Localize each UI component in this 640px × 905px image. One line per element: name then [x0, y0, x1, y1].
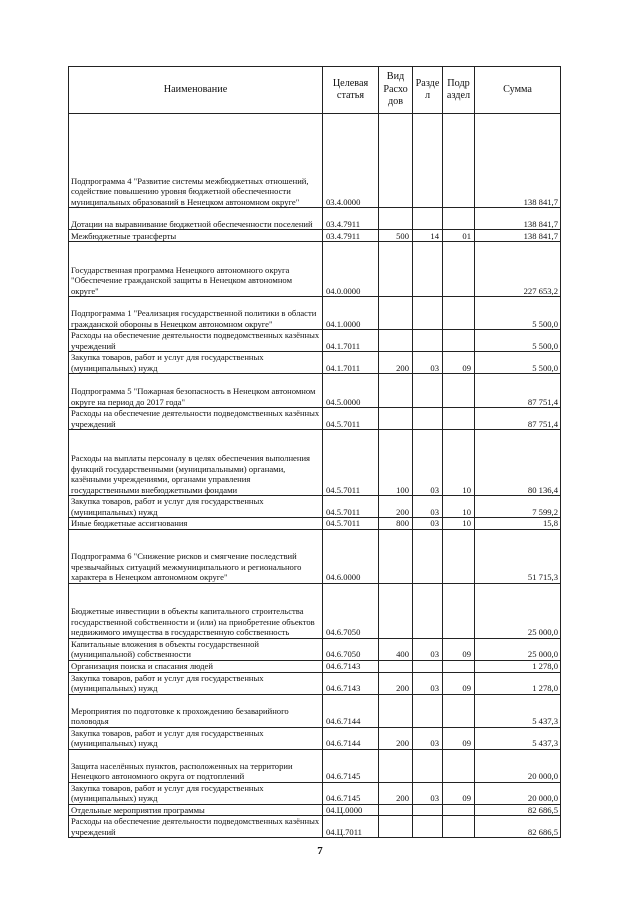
row-target-article: 04.6.7143: [323, 660, 379, 672]
row-sum: 5 500,0: [475, 297, 561, 330]
table-row: [69, 529, 561, 583]
table-row: [69, 804, 561, 816]
table-row: [69, 208, 561, 230]
row-name: Закупка товаров, работ и услуг для государственных (муниципальных) нужд: [69, 496, 323, 518]
row-expense-type: [379, 330, 413, 352]
table-row: [69, 374, 561, 408]
row-expense-type: 400: [379, 638, 413, 660]
header-section: Разде л: [413, 67, 443, 114]
row-sum: 82 686,5: [475, 816, 561, 838]
row-name: Государственная программа Ненецкого автономного округа "Обеспечение гражданской защиты в Ненецком автономном округе": [69, 242, 323, 297]
table-row: [69, 672, 561, 694]
row-subsection: [443, 660, 475, 672]
row-expense-type: [379, 208, 413, 230]
row-target-article: 03.4.7911: [323, 208, 379, 230]
row-target-article: 04.6.0000: [323, 529, 379, 583]
table-row: [69, 727, 561, 749]
header-sum: Сумма: [475, 67, 561, 114]
row-subsection: 09: [443, 727, 475, 749]
table-row: [69, 114, 561, 208]
row-subsection: [443, 749, 475, 782]
row-subsection: [443, 208, 475, 230]
row-expense-type: [379, 694, 413, 727]
row-expense-type: [379, 529, 413, 583]
row-sum: 87 751,4: [475, 408, 561, 430]
table-row: [69, 496, 561, 518]
table-row: [69, 660, 561, 672]
table-row: [69, 352, 561, 374]
table-row: [69, 694, 561, 727]
row-subsection: [443, 297, 475, 330]
row-target-article: 03.4.7911: [323, 230, 379, 242]
row-target-article: 04.5.7011: [323, 408, 379, 430]
row-section: 03: [413, 496, 443, 518]
row-target-article: 04.6.7143: [323, 672, 379, 694]
row-name: Защита населённых пунктов, расположенных на территории Ненецкого автономного округа от подтоплений: [69, 749, 323, 782]
budget-table: [68, 66, 561, 838]
row-subsection: 01: [443, 230, 475, 242]
row-sum: 82 686,5: [475, 804, 561, 816]
header-subsection: Подр аздел: [443, 67, 475, 114]
row-name: Закупка товаров, работ и услуг для государственных (муниципальных) нужд: [69, 352, 323, 374]
row-subsection: [443, 816, 475, 838]
row-section: 14: [413, 230, 443, 242]
row-section: [413, 408, 443, 430]
row-target-article: 03.4.0000: [323, 114, 379, 208]
table-row: [69, 518, 561, 530]
row-expense-type: 800: [379, 518, 413, 530]
row-subsection: [443, 374, 475, 408]
row-sum: 138 841,7: [475, 208, 561, 230]
row-expense-type: 200: [379, 727, 413, 749]
row-section: [413, 816, 443, 838]
table-row: [69, 816, 561, 838]
row-target-article: 04.5.0000: [323, 374, 379, 408]
row-sum: 7 599,2: [475, 496, 561, 518]
row-section: 03: [413, 672, 443, 694]
row-target-article: 04.6.7144: [323, 694, 379, 727]
header-expense-type: Вид Расхо дов: [379, 67, 413, 114]
row-sum: 20 000,0: [475, 782, 561, 804]
row-sum: 51 715,3: [475, 529, 561, 583]
row-subsection: [443, 242, 475, 297]
row-name: Межбюджетные трансферты: [69, 230, 323, 242]
row-section: [413, 660, 443, 672]
row-sum: 5 437,3: [475, 694, 561, 727]
row-name: Иные бюджетные ассигнования: [69, 518, 323, 530]
row-name: Подпрограмма 6 "Снижение рисков и смягчение последствий чрезвычайных ситуаций межмуниципального и регионального характера в Ненецком автономном округе": [69, 529, 323, 583]
table-body: [69, 114, 561, 838]
table-row: [69, 782, 561, 804]
row-section: 03: [413, 430, 443, 496]
row-sum: 25 000,0: [475, 638, 561, 660]
table-row: [69, 638, 561, 660]
row-expense-type: 200: [379, 496, 413, 518]
row-expense-type: [379, 816, 413, 838]
row-subsection: [443, 114, 475, 208]
row-section: [413, 374, 443, 408]
row-subsection: [443, 529, 475, 583]
row-expense-type: 200: [379, 352, 413, 374]
row-name: Бюджетные инвестиции в объекты капитального строительства государственной собственности и (или) на приобретение объектов недвижимого имущества в государственную собственность: [69, 583, 323, 638]
row-target-article: 04.1.7011: [323, 330, 379, 352]
row-target-article: 04.Ц.7011: [323, 816, 379, 838]
row-expense-type: [379, 297, 413, 330]
row-expense-type: [379, 114, 413, 208]
row-target-article: 04.0.0000: [323, 242, 379, 297]
table-row: [69, 297, 561, 330]
row-expense-type: [379, 583, 413, 638]
row-name: Организация поиска и спасания людей: [69, 660, 323, 672]
table-row: [69, 408, 561, 430]
row-section: 03: [413, 518, 443, 530]
row-section: 03: [413, 782, 443, 804]
row-name: Подпрограмма 4 "Развитие системы межбюджетных отношений, содействие повышению уровня бюджетной обеспеченности муниципальных образований в Ненецком автономном округе": [69, 114, 323, 208]
row-target-article: 04.6.7144: [323, 727, 379, 749]
row-section: [413, 694, 443, 727]
row-target-article: 04.5.7011: [323, 518, 379, 530]
row-subsection: [443, 330, 475, 352]
row-section: [413, 208, 443, 230]
header-target-article: Целевая статья: [323, 67, 379, 114]
row-name: Подпрограмма 5 "Пожарная безопасность в Ненецком автономном округе на период до 2017 года": [69, 374, 323, 408]
row-sum: 5 500,0: [475, 352, 561, 374]
row-name: Закупка товаров, работ и услуг для государственных (муниципальных) нужд: [69, 672, 323, 694]
row-name: Закупка товаров, работ и услуг для государственных (муниципальных) нужд: [69, 727, 323, 749]
row-expense-type: 200: [379, 672, 413, 694]
row-subsection: [443, 408, 475, 430]
row-sum: 80 136,4: [475, 430, 561, 496]
row-target-article: 04.6.7145: [323, 749, 379, 782]
row-section: [413, 330, 443, 352]
row-section: 03: [413, 727, 443, 749]
row-subsection: 09: [443, 782, 475, 804]
row-section: [413, 749, 443, 782]
row-subsection: 10: [443, 430, 475, 496]
page-number: 7: [317, 845, 323, 857]
table-row: [69, 242, 561, 297]
row-name: Закупка товаров, работ и услуг для государственных (муниципальных) нужд: [69, 782, 323, 804]
row-expense-type: 200: [379, 782, 413, 804]
row-expense-type: [379, 374, 413, 408]
row-name: Расходы на обеспечение деятельности подведомственных казённых учреждений: [69, 816, 323, 838]
row-target-article: 04.1.0000: [323, 297, 379, 330]
row-sum: 227 653,2: [475, 242, 561, 297]
row-target-article: 04.1.7011: [323, 352, 379, 374]
row-expense-type: [379, 804, 413, 816]
row-subsection: 09: [443, 638, 475, 660]
table-row: [69, 330, 561, 352]
row-sum: 87 751,4: [475, 374, 561, 408]
row-name: Подпрограмма 1 "Реализация государственной политики в области гражданской обороны в Ненецком автономном округе": [69, 297, 323, 330]
row-sum: 25 000,0: [475, 583, 561, 638]
table-row: [69, 583, 561, 638]
row-sum: 5 500,0: [475, 330, 561, 352]
table-row: [69, 430, 561, 496]
row-name: Капитальные вложения в объекты государственной (муниципальной) собственности: [69, 638, 323, 660]
row-section: 03: [413, 638, 443, 660]
row-target-article: 04.5.7011: [323, 430, 379, 496]
row-sum: 1 278,0: [475, 660, 561, 672]
table-row: [69, 230, 561, 242]
row-name: Дотации на выравнивание бюджетной обеспеченности поселений: [69, 208, 323, 230]
table-header-row: [69, 67, 561, 114]
row-section: [413, 114, 443, 208]
row-subsection: 09: [443, 672, 475, 694]
row-target-article: 04.6.7050: [323, 638, 379, 660]
row-subsection: [443, 583, 475, 638]
row-subsection: [443, 804, 475, 816]
row-expense-type: [379, 660, 413, 672]
row-expense-type: [379, 749, 413, 782]
row-target-article: 04.Ц.0000: [323, 804, 379, 816]
row-name: Мероприятия по подготовке к прохождению безаварийного половодья: [69, 694, 323, 727]
row-section: [413, 297, 443, 330]
row-sum: 1 278,0: [475, 672, 561, 694]
row-subsection: 10: [443, 518, 475, 530]
row-sum: 20 000,0: [475, 749, 561, 782]
row-expense-type: [379, 408, 413, 430]
row-section: 03: [413, 352, 443, 374]
row-target-article: 04.5.7011: [323, 496, 379, 518]
row-expense-type: [379, 242, 413, 297]
row-section: [413, 242, 443, 297]
row-sum: 5 437,3: [475, 727, 561, 749]
row-name: Расходы на обеспечение деятельности подведомственных казённых учреждений: [69, 330, 323, 352]
row-sum: 15,8: [475, 518, 561, 530]
row-subsection: [443, 694, 475, 727]
row-section: [413, 804, 443, 816]
row-section: [413, 529, 443, 583]
row-sum: 138 841,7: [475, 230, 561, 242]
row-sum: 138 841,7: [475, 114, 561, 208]
header-name: Наименование: [69, 67, 323, 114]
row-name: Расходы на выплаты персоналу в целях обеспечения выполнения функций государственными (муниципальными) органами, казёнными учреждениями, органами управления государственными внебюджетными фондами: [69, 430, 323, 496]
row-subsection: 10: [443, 496, 475, 518]
row-subsection: 09: [443, 352, 475, 374]
row-target-article: 04.6.7145: [323, 782, 379, 804]
row-section: [413, 583, 443, 638]
row-name: Отдельные мероприятия программы: [69, 804, 323, 816]
row-name: Расходы на обеспечение деятельности подведомственных казённых учреждений: [69, 408, 323, 430]
row-expense-type: 500: [379, 230, 413, 242]
table-row: [69, 749, 561, 782]
row-target-article: 04.6.7050: [323, 583, 379, 638]
row-expense-type: 100: [379, 430, 413, 496]
